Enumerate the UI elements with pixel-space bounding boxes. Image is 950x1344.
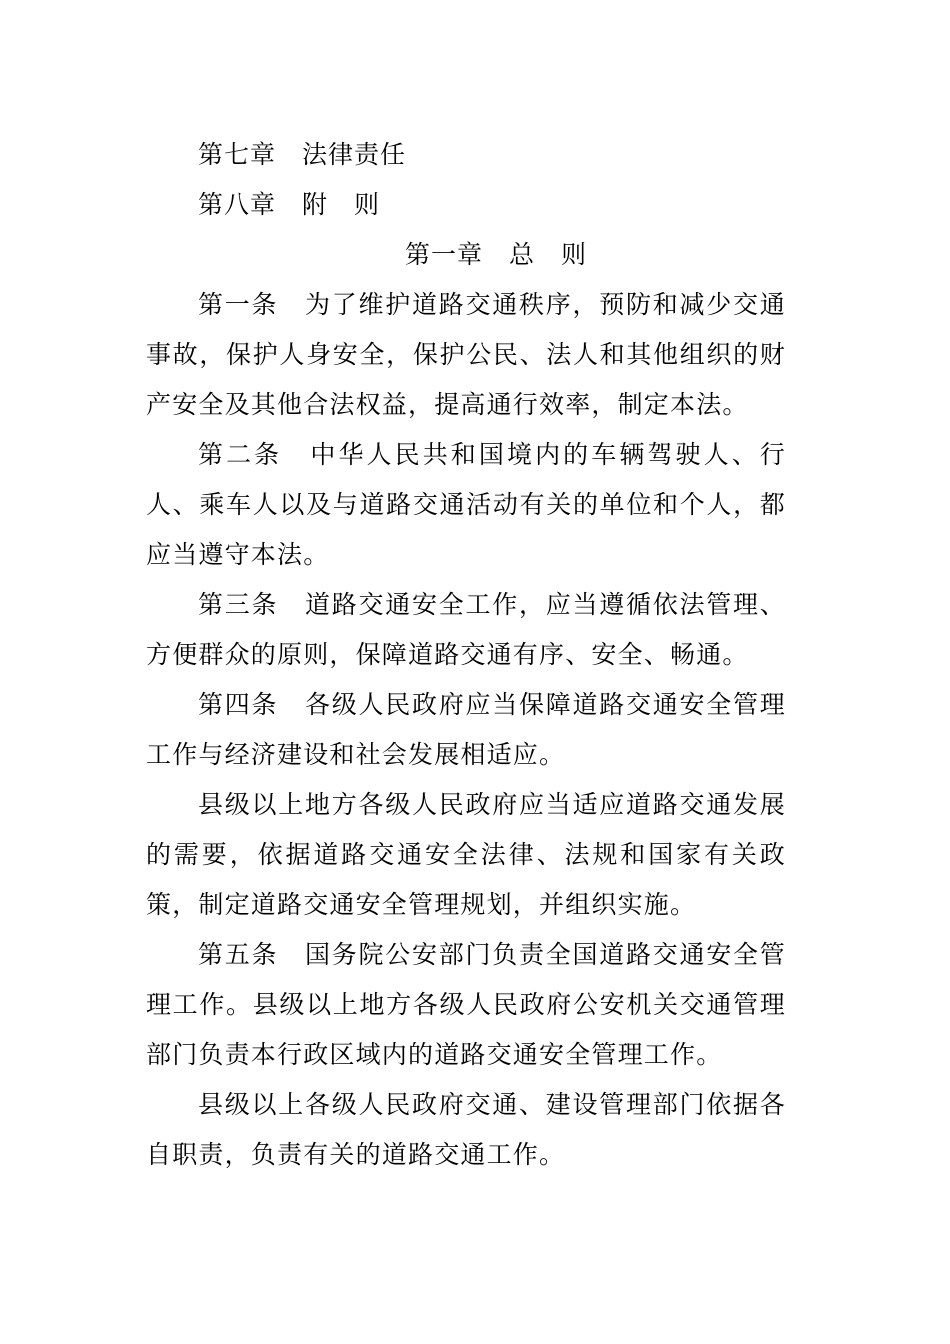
article-4: 第四条 各级人民政府应当保障道路交通安全管理工作与经济建设和社会发展相适应。 [146,690,786,769]
document-body [146,130,786,1180]
article-5: 第五条 国务院公安部门负责全国道路交通安全管理工作。县级以上地方各级人民政府公安机关交通管理部门负责本行政区域内的道路交通安全管理工作。 [146,940,786,1069]
article-3: 第三条 道路交通安全工作，应当遵循依法管理、方便群众的原则，保障道路交通有序、安全、畅通。 [146,590,786,669]
article-2: 第二条 中华人民共和国境内的车辆驾驶人、行人、乘车人以及与道路交通活动有关的单位和个人，都应当遵守本法。 [146,440,786,569]
toc-chapter-7: 第七章 法律责任 [198,140,407,169]
toc-chapter-8: 第八章 附 则 [198,190,381,219]
article-5-paragraph-2: 县级以上各级人民政府交通、建设管理部门依据各自职责，负责有关的道路交通工作。 [146,1090,786,1169]
article-4-paragraph-2: 县级以上地方各级人民政府应当适应道路交通发展的需要，依据道路交通安全法律、法规和国家有关政策，制定道路交通安全管理规划，并组织实施。 [146,790,786,919]
chapter-1-heading: 第一章 总 则 [404,240,587,269]
article-1: 第一条 为了维护道路交通秩序，预防和减少交通事故，保护人身安全，保护公民、法人和其他组织的财产安全及其他合法权益，提高通行效率，制定本法。 [146,290,786,419]
